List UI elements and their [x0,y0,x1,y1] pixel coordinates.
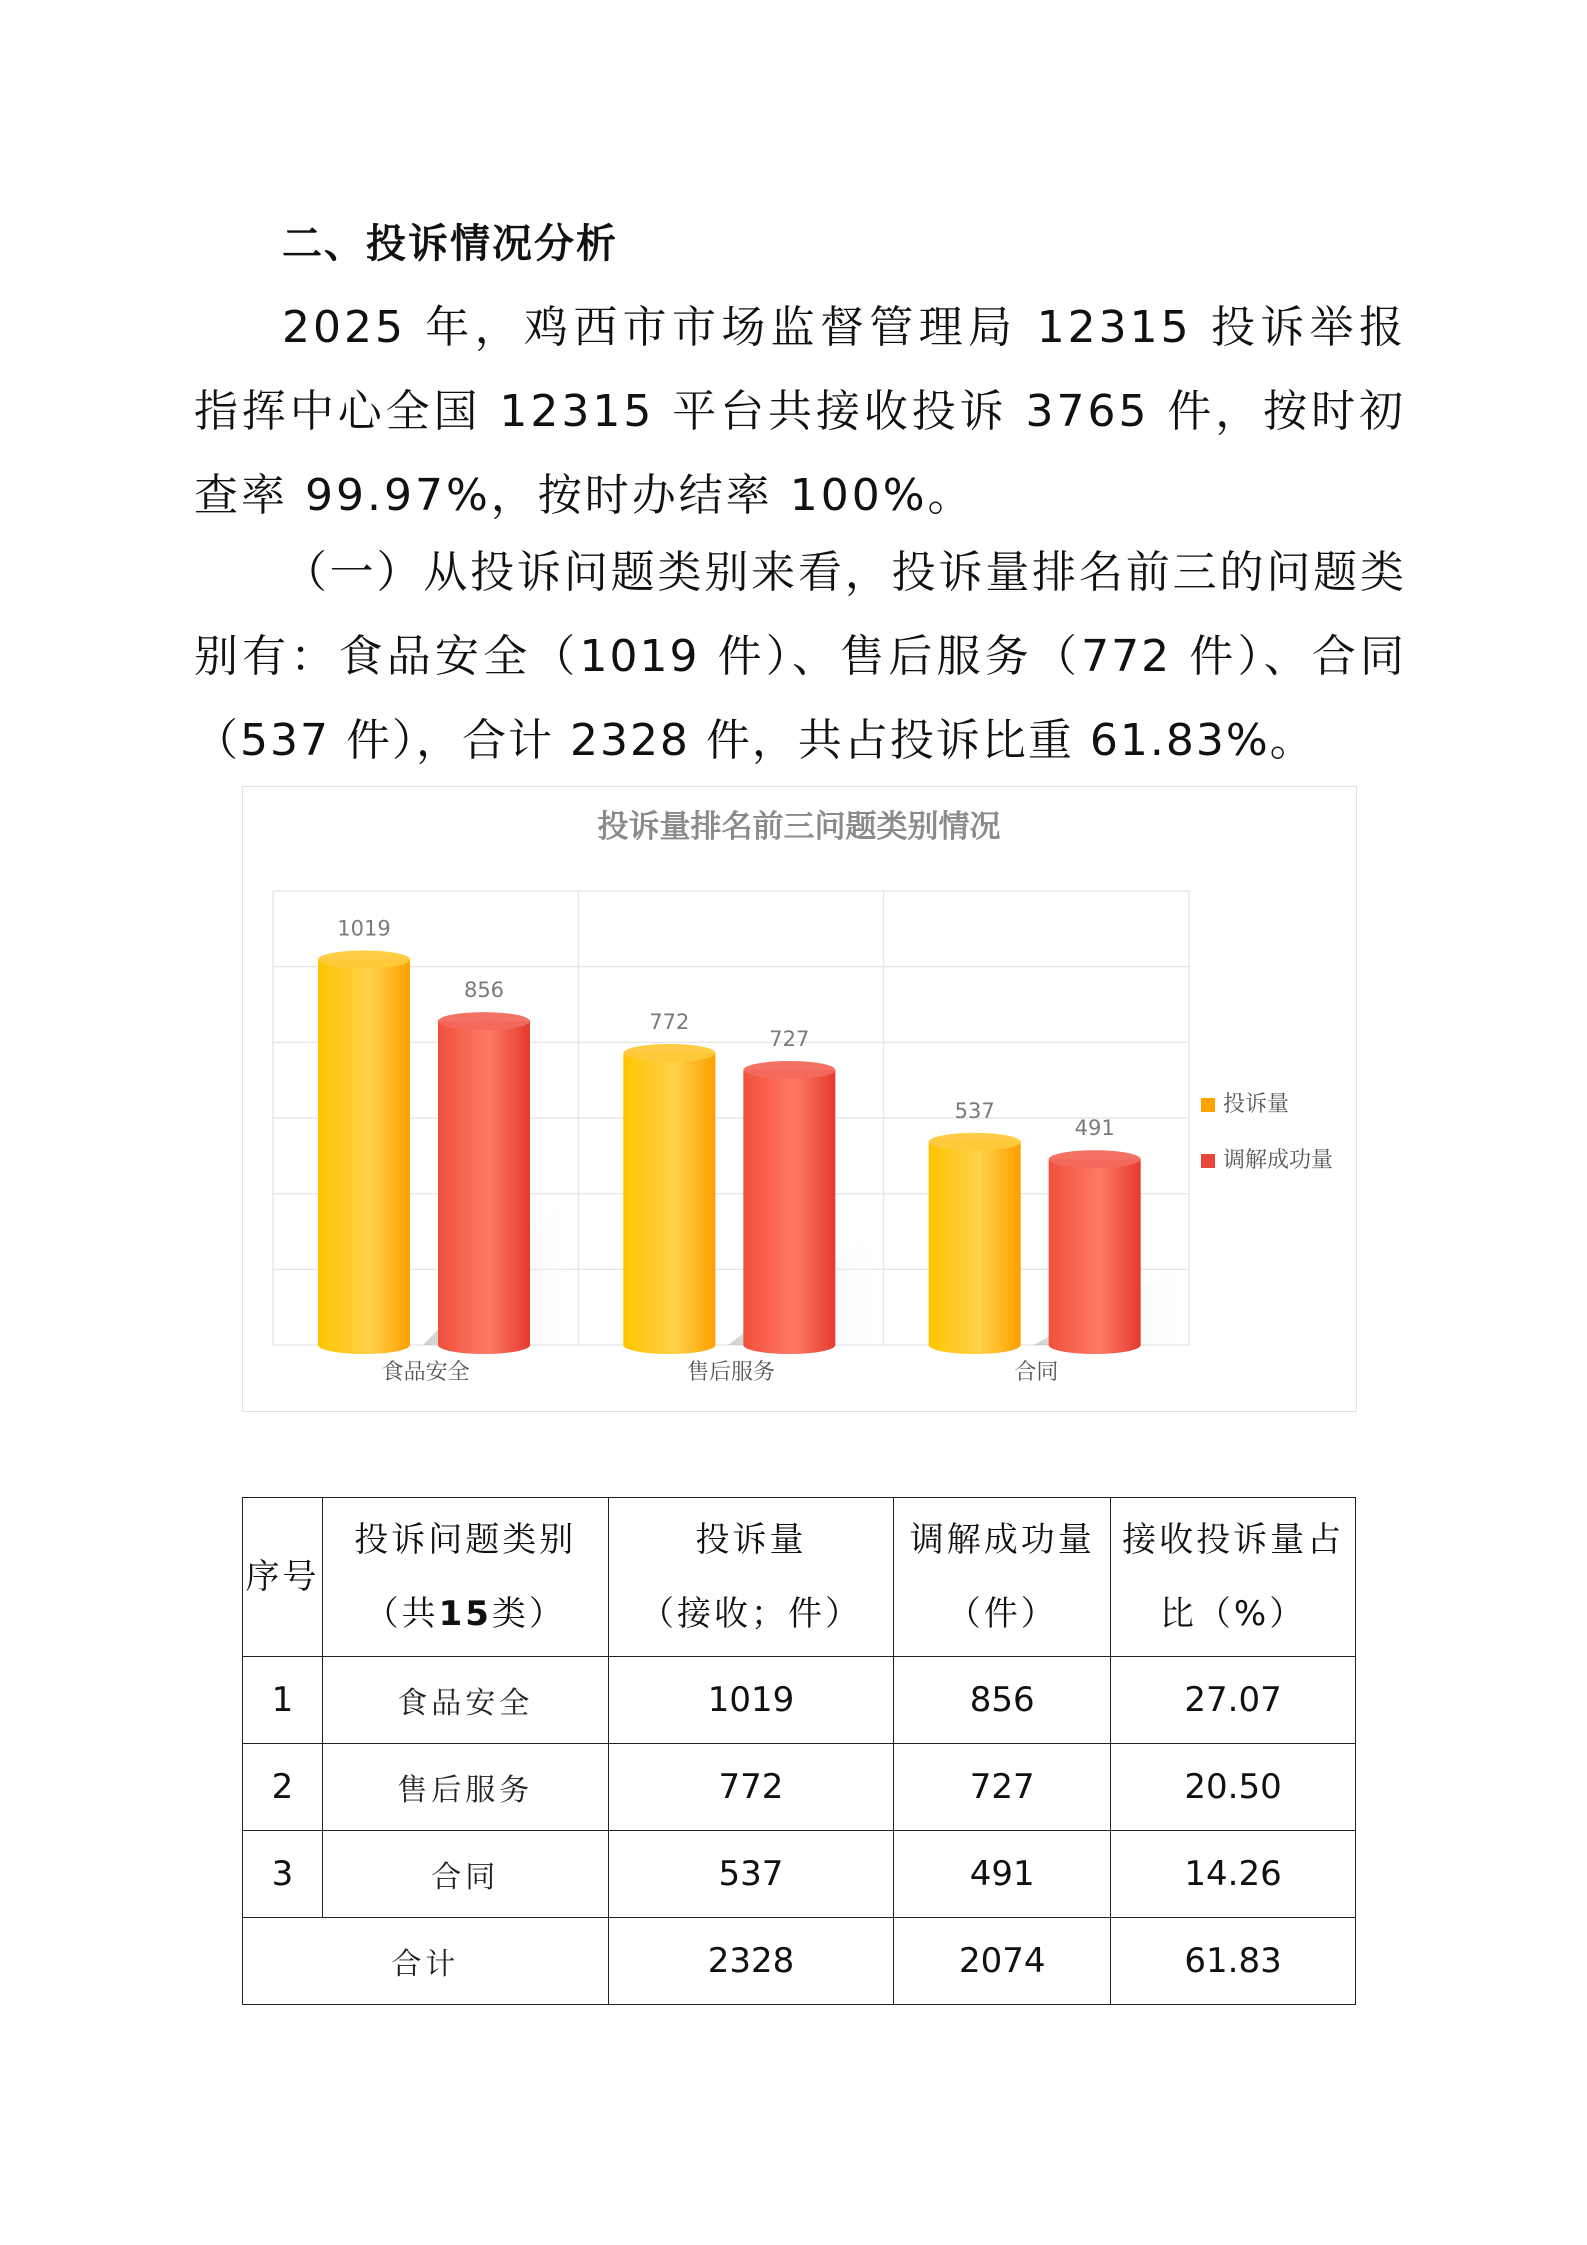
bar-body [438,1021,530,1345]
total-mediated: 2074 [894,1918,1111,2005]
cell-complaints: 537 [608,1831,894,1918]
cell-index: 2 [243,1744,323,1831]
legend-swatch [1201,1154,1215,1168]
cell-index: 3 [243,1831,323,1918]
data-label: 856 [463,978,505,1003]
header-category: 投诉问题类别 （共15类） [322,1498,608,1657]
cell-mediated: 727 [894,1744,1111,1831]
bar-body [929,1142,1021,1345]
bar-body [623,1053,715,1345]
cell-complaints: 1019 [608,1657,894,1744]
header-complaints: 投诉量 （接收；件） [608,1498,894,1657]
category-label: 合同 [1014,1360,1059,1385]
total-complaints: 2328 [608,1918,894,2005]
data-label: 491 [1074,1116,1115,1141]
chart-title: 投诉量排名前三问题类别情况 [597,809,1001,845]
bar-body [743,1070,835,1345]
bar-body [318,959,410,1345]
legend-label: 投诉量 [1223,1092,1290,1117]
total-label: 合计 [243,1918,609,2005]
bar [318,950,410,1354]
category-label: 售后服务 [686,1360,776,1385]
bar [623,1044,715,1354]
cell-complaints: 772 [608,1744,894,1831]
section-heading: 二、投诉情况分析 [282,221,618,267]
data-label: 537 [954,1098,995,1123]
bar-cap [623,1044,715,1062]
paragraph-top-categories-text: （一）从投诉问题类别来看，投诉量排名前三的问题类别有：食品安全（1019 件）、售后服务（772 件）、合同（537 件），合计 2328 件，共占投诉比重 61.83%。 [194,547,1406,766]
table-row [243,1657,1356,1744]
legend-label: 调解成功量 [1223,1148,1334,1173]
bar-base [623,1336,715,1354]
table-row [243,1831,1356,1918]
header-mediated: 调解成功量 （件） [894,1498,1111,1657]
data-label: 727 [769,1026,810,1051]
cell-mediated: 491 [894,1831,1111,1918]
bar [1049,1150,1141,1354]
header-index: 序号 [243,1498,323,1657]
cell-share: 20.50 [1111,1744,1356,1831]
paragraph-top-categories [194,531,1406,783]
table-total-row [243,1918,1356,2005]
bar-base [929,1336,1021,1354]
bar-body [1049,1159,1141,1345]
paragraph-summary [194,286,1406,538]
total-share: 61.83 [1111,1918,1356,2005]
bar-cap [929,1133,1021,1151]
header-share: 接收投诉量占 比（%） [1111,1498,1356,1657]
bar-cap [318,950,410,968]
bar-base [438,1336,530,1354]
bar-base [1049,1336,1141,1354]
data-label: 772 [649,1009,690,1034]
cell-category: 售后服务 [322,1744,608,1831]
chart-canvas [243,787,1356,1411]
paragraph-summary-text: 2025 年，鸡西市市场监督管理局 12315 投诉举报指挥中心全国 12315 平台共接收投诉 3765 件，按时初查率 99.97%，按时办结率 100%。 [194,302,1406,521]
cell-index: 1 [243,1657,323,1744]
complaint-chart [242,786,1357,1412]
table-row [243,1744,1356,1831]
cell-share: 27.07 [1111,1657,1356,1744]
bar-cap [743,1061,835,1079]
table-header-row [243,1498,1356,1657]
cell-share: 14.26 [1111,1831,1356,1918]
bar-cap [1049,1150,1141,1168]
cell-mediated: 856 [894,1657,1111,1744]
category-label: 食品安全 [381,1360,470,1385]
bar-base [318,1336,410,1354]
cell-category: 合同 [322,1831,608,1918]
bar [929,1133,1021,1354]
bar [743,1061,835,1354]
data-label: 1019 [337,916,391,941]
bar-cap [438,1012,530,1030]
legend-swatch [1201,1098,1215,1112]
bar-base [743,1336,835,1354]
complaint-table [242,1497,1356,2005]
cell-category: 食品安全 [322,1657,608,1744]
bar [438,1012,530,1354]
